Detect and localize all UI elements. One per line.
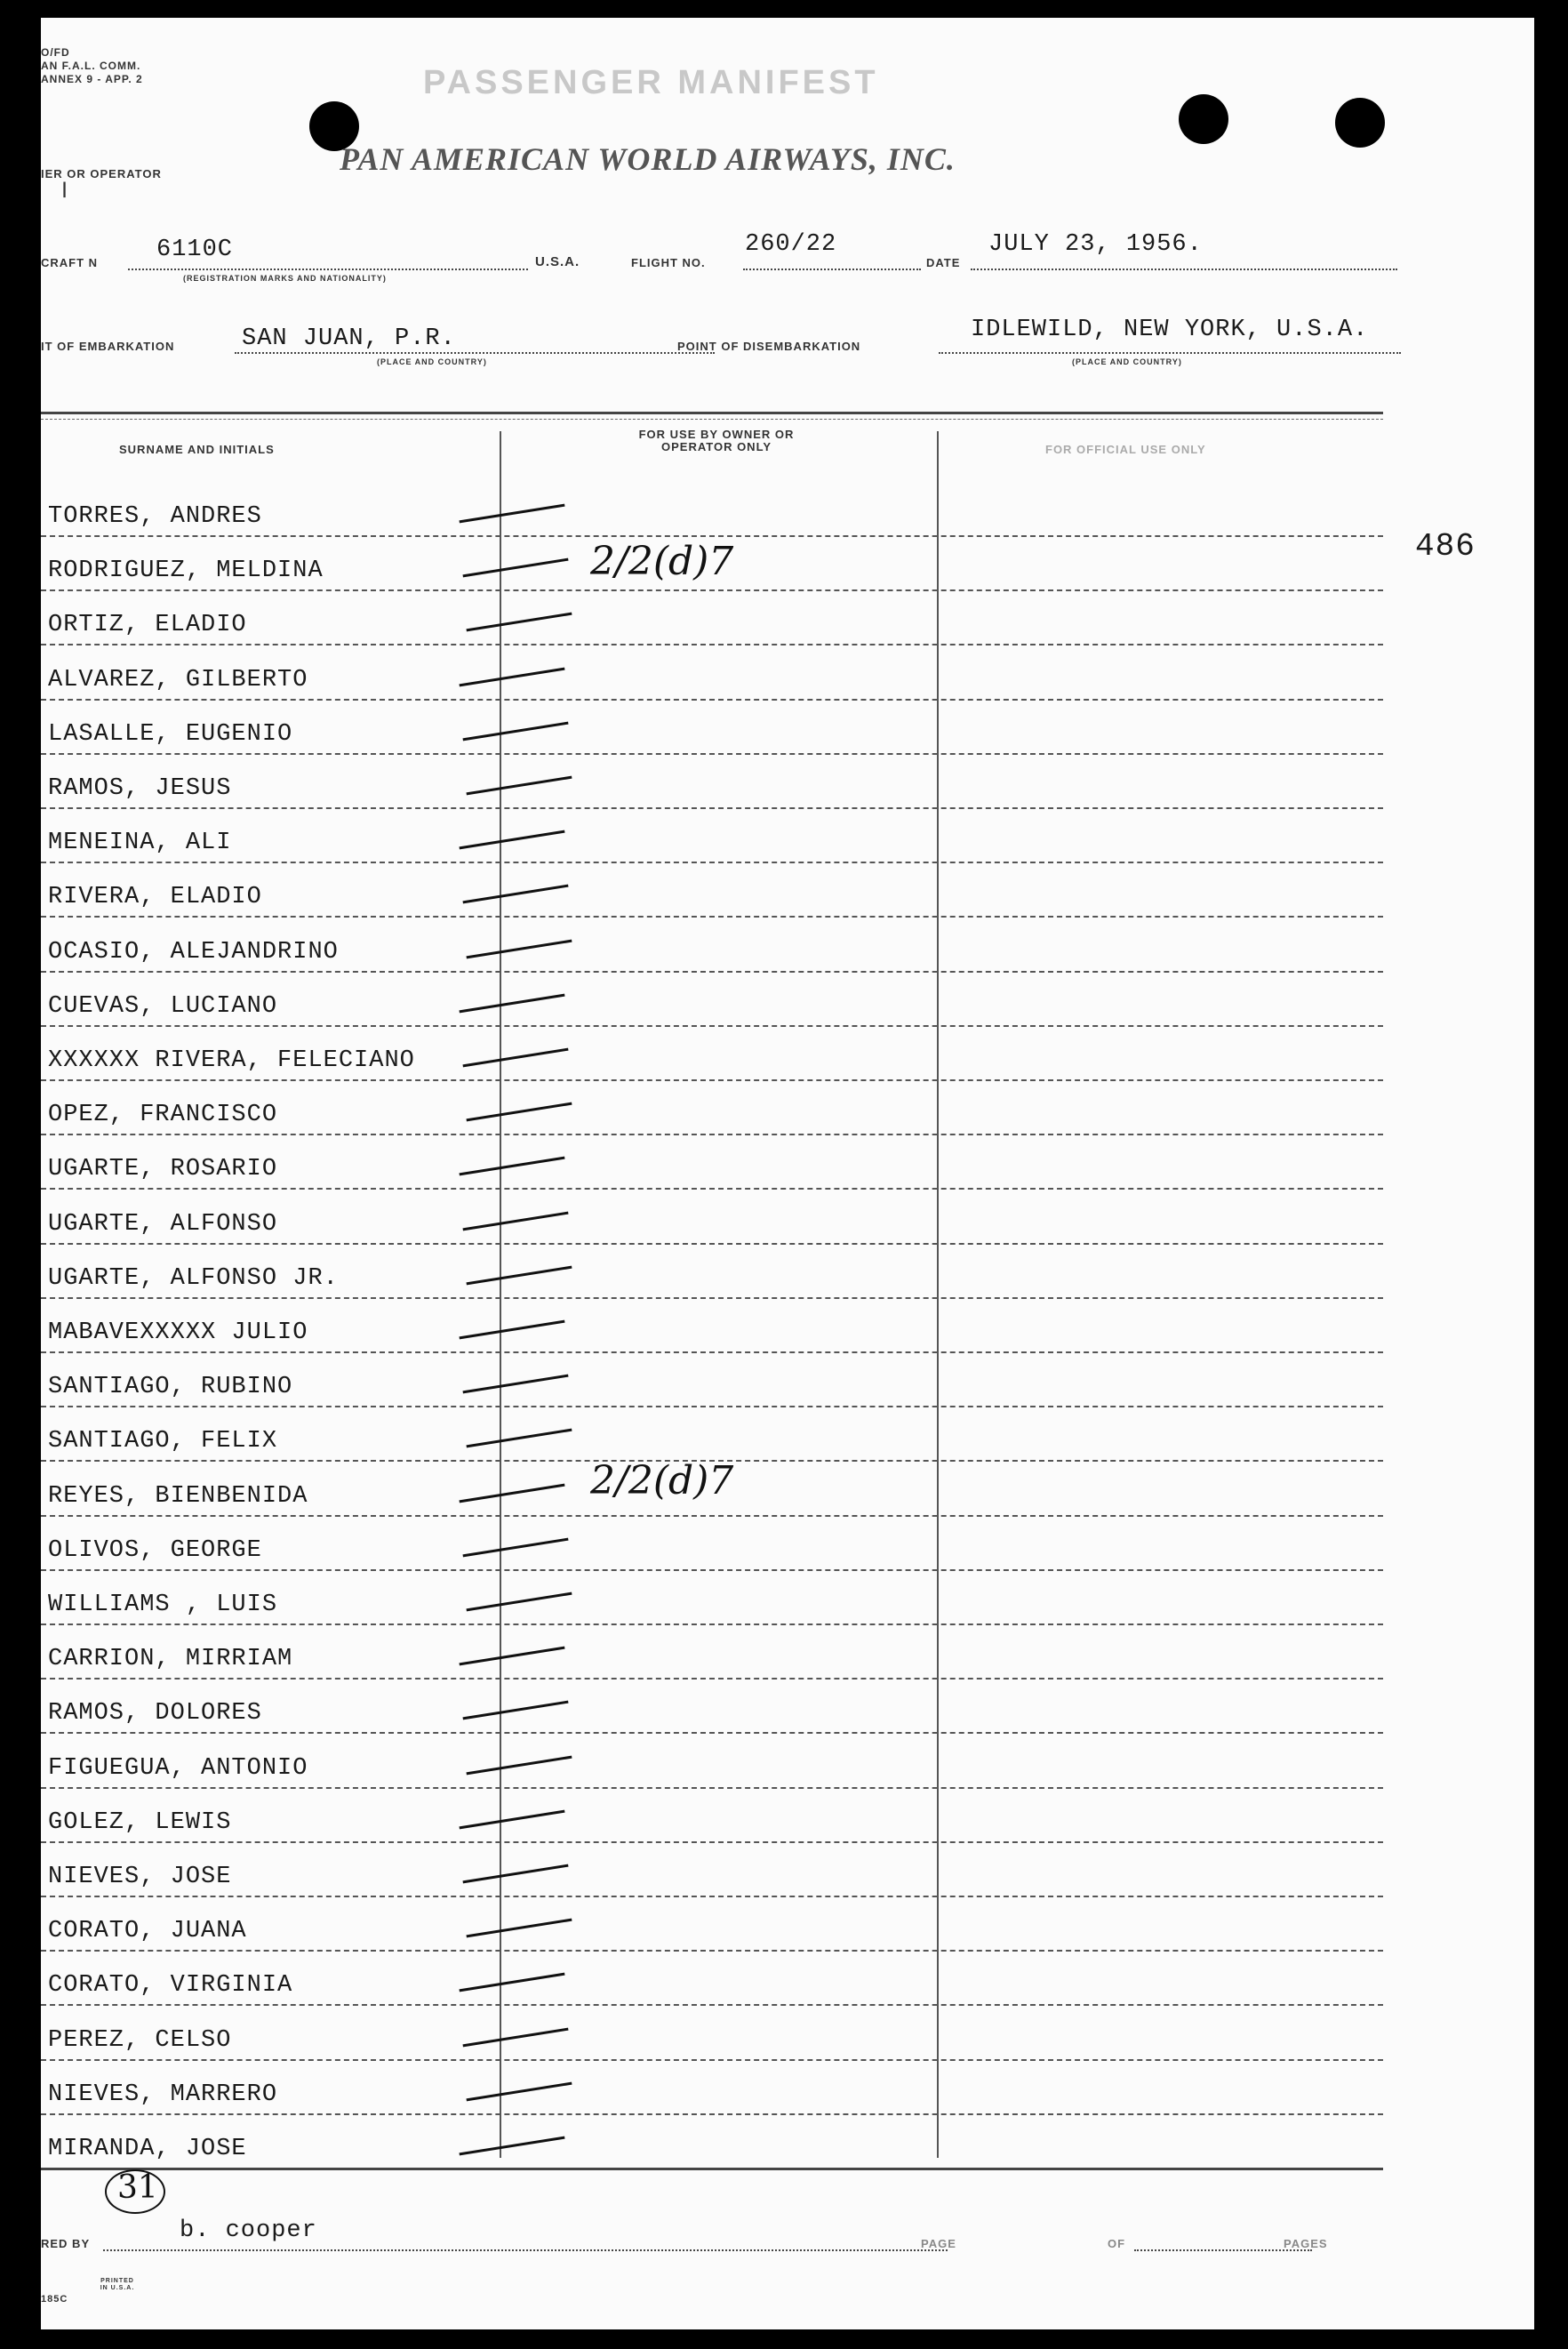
disembark-rule xyxy=(939,352,1401,354)
row-rule xyxy=(41,1025,1383,1027)
tick-mark xyxy=(463,885,569,904)
row-rule xyxy=(41,1351,1383,1353)
date-label: DATE xyxy=(926,256,961,269)
passenger-name: RIVERA, ELADIO xyxy=(48,884,262,911)
passenger-name: REYES, BIENBENIDA xyxy=(48,1482,308,1510)
col-header-official: FOR OFFICIAL USE ONLY xyxy=(1045,443,1206,456)
aircraft-label: CRAFT N xyxy=(41,256,99,269)
passenger-name: PEREZ, CELSO xyxy=(48,2026,232,2054)
row-rule xyxy=(41,971,1383,973)
carrier-marker: | xyxy=(62,180,68,197)
passenger-name: FIGUEGUA, ANTONIO xyxy=(48,1754,308,1782)
count-circled: 31 xyxy=(117,2169,158,2206)
embark-rule xyxy=(235,352,715,354)
passenger-name: LASALLE, EUGENIO xyxy=(48,720,293,748)
page-number: 486 xyxy=(1415,528,1476,565)
embark-sub: (PLACE AND COUNTRY) xyxy=(377,357,487,366)
annotation-rodriguez: 2/2(d)7 xyxy=(590,539,734,584)
tick-mark xyxy=(460,667,565,686)
row-rule xyxy=(41,1896,1383,1897)
flight-rule xyxy=(743,269,921,270)
passenger-name: SANTIAGO, FELIX xyxy=(48,1428,278,1455)
tick-mark xyxy=(463,1375,569,1394)
table-top-rule-2 xyxy=(41,419,1383,420)
passenger-name: MENEINA, ALI xyxy=(48,830,232,857)
tick-mark xyxy=(463,1701,569,1720)
column-divider-1 xyxy=(500,431,501,2158)
form-ref-line-2: AN F.A.L. COMM. xyxy=(41,60,141,72)
passenger-name: UGARTE, ALFONSO xyxy=(48,1210,278,1238)
row-rule xyxy=(41,862,1383,863)
tick-mark xyxy=(467,613,572,632)
date-value: JULY 23, 1956. xyxy=(988,231,1203,258)
punch-hole-mid xyxy=(1179,94,1228,144)
passenger-name: MABAVEXXXXX JULIO xyxy=(48,1319,308,1346)
tick-mark xyxy=(463,2027,569,2047)
tick-mark xyxy=(460,1483,565,1503)
row-rule xyxy=(41,644,1383,645)
page-label: PAGE xyxy=(921,2237,956,2250)
embark-label: IT OF EMBARKATION xyxy=(41,340,175,353)
row-rule xyxy=(41,1623,1383,1625)
passenger-name: CARRION, MIRRIAM xyxy=(48,1646,293,1673)
row-rule xyxy=(41,1841,1383,1843)
prepared-rule xyxy=(103,2249,948,2251)
tick-mark xyxy=(460,1809,565,1829)
pages-label: PAGES xyxy=(1284,2237,1328,2250)
tick-mark xyxy=(460,993,565,1013)
tick-mark xyxy=(460,504,565,524)
aircraft-sub: (REGISTRATION MARKS AND NATIONALITY) xyxy=(183,274,387,283)
aircraft-rule xyxy=(128,269,528,270)
passenger-name: TORRES, ANDRES xyxy=(48,503,262,530)
passenger-name: WILLIAMS , LUIS xyxy=(48,1591,278,1618)
row-rule xyxy=(41,1297,1383,1299)
row-rule xyxy=(41,1134,1383,1135)
tick-mark xyxy=(467,1429,572,1448)
embark-value: SAN JUAN, P.R. xyxy=(242,325,456,352)
manifest-sheet xyxy=(41,18,1534,2329)
passenger-name: UGARTE, ALFONSO JR. xyxy=(48,1264,339,1292)
prepared-value: b. cooper xyxy=(180,2217,317,2244)
usa-label: U.S.A. xyxy=(535,254,580,269)
row-rule xyxy=(41,1515,1383,1517)
document-title: PASSENGER MANIFEST xyxy=(423,64,879,101)
tick-mark xyxy=(460,1647,565,1666)
prepared-label: RED BY xyxy=(41,2237,91,2250)
disembark-label: POINT OF DISEMBARKATION xyxy=(677,340,861,353)
tick-mark xyxy=(463,721,569,741)
tick-mark xyxy=(467,1755,572,1775)
footer-code: 185C xyxy=(41,2294,68,2305)
footer-stamp: PRINTED IN U.S.A. xyxy=(100,2278,135,2291)
tick-mark xyxy=(460,1973,565,1992)
tick-mark xyxy=(460,2137,565,2156)
tick-mark xyxy=(460,1157,565,1176)
passenger-name: CUEVAS, LUCIANO xyxy=(48,992,278,1020)
passenger-name: UGARTE, ROSARIO xyxy=(48,1156,278,1183)
row-rule xyxy=(41,1079,1383,1081)
passenger-name: NIEVES, MARRERO xyxy=(48,2080,278,2108)
form-ref-line-3: ANNEX 9 - APP. 2 xyxy=(41,73,143,85)
row-rule xyxy=(41,1732,1383,1734)
tick-mark xyxy=(463,1048,569,1068)
date-rule xyxy=(971,269,1397,270)
flight-label: FLIGHT NO. xyxy=(631,256,706,269)
tick-mark xyxy=(460,1320,565,1340)
row-rule xyxy=(41,2004,1383,2006)
passenger-name: ORTIZ, ELADIO xyxy=(48,612,247,639)
row-rule xyxy=(41,1678,1383,1680)
passenger-name: RAMOS, DOLORES xyxy=(48,1700,262,1728)
row-rule xyxy=(41,1243,1383,1245)
company-name: PAN AMERICAN WORLD AIRWAYS, INC. xyxy=(340,141,956,177)
annotation-reyes: 2/2(d)7 xyxy=(590,1458,734,1503)
row-rule xyxy=(41,1188,1383,1190)
row-rule xyxy=(41,699,1383,701)
tick-mark xyxy=(467,776,572,796)
table-top-rule xyxy=(41,412,1383,414)
tick-mark xyxy=(467,1102,572,1122)
tick-mark xyxy=(463,558,569,578)
tick-mark xyxy=(467,1265,572,1285)
tick-mark xyxy=(467,1592,572,1612)
tick-mark xyxy=(463,1864,569,1884)
passenger-name: SANTIAGO, RUBINO xyxy=(48,1374,293,1401)
row-rule xyxy=(41,1787,1383,1789)
punch-hole-right xyxy=(1335,98,1385,148)
col-header-owner: FOR USE BY OWNER OR OPERATOR ONLY xyxy=(638,428,795,453)
row-rule xyxy=(41,807,1383,809)
col-header-surname: SURNAME AND INITIALS xyxy=(119,443,275,456)
row-rule xyxy=(41,535,1383,537)
passenger-name: XXXXXX RIVERA, FELECIANO xyxy=(48,1047,415,1074)
passenger-name: GOLEZ, LEWIS xyxy=(48,1808,232,1836)
form-ref-line-1: O/FD xyxy=(41,46,70,59)
passenger-name: NIEVES, JOSE xyxy=(48,1864,232,1890)
row-rule xyxy=(41,2059,1383,2061)
table-bottom-rule xyxy=(41,2168,1383,2170)
tick-mark xyxy=(467,1919,572,1938)
passenger-name: CORATO, VIRGINIA xyxy=(48,1972,293,2000)
carrier-label: IER OR OPERATOR xyxy=(41,167,162,180)
tick-mark xyxy=(463,1211,569,1231)
form-reference xyxy=(41,46,143,86)
row-rule xyxy=(41,753,1383,755)
row-rule xyxy=(41,1950,1383,1952)
passenger-name: OCASIO, ALEJANDRINO xyxy=(48,938,339,966)
tick-mark xyxy=(463,1537,569,1557)
passenger-name: CORATO, JUANA xyxy=(48,1918,247,1945)
passenger-name: ALVAREZ, GILBERTO xyxy=(48,666,308,693)
row-rule xyxy=(41,589,1383,591)
tick-mark xyxy=(460,830,565,850)
column-divider-2 xyxy=(937,431,939,2158)
passenger-name: RODRIGUEZ, MELDINA xyxy=(48,557,324,585)
passenger-name: MIRANDA, JOSE xyxy=(48,2136,247,2162)
of-label: OF xyxy=(1108,2237,1126,2250)
flight-value: 260/22 xyxy=(745,231,837,258)
aircraft-value: 6110C xyxy=(156,237,234,263)
tick-mark xyxy=(467,2081,572,2101)
passenger-name: RAMOS, JESUS xyxy=(48,775,232,802)
row-rule xyxy=(41,916,1383,918)
disembark-value: IDLEWILD, NEW YORK, U.S.A. xyxy=(971,317,1369,343)
disembark-sub: (PLACE AND COUNTRY) xyxy=(1072,357,1182,366)
passenger-name: OPEZ, FRANCISCO xyxy=(48,1102,278,1129)
row-rule xyxy=(41,2113,1383,2115)
tick-mark xyxy=(467,939,572,958)
row-rule xyxy=(41,1569,1383,1571)
passenger-name: OLIVOS, GEORGE xyxy=(48,1536,262,1564)
row-rule xyxy=(41,1406,1383,1407)
